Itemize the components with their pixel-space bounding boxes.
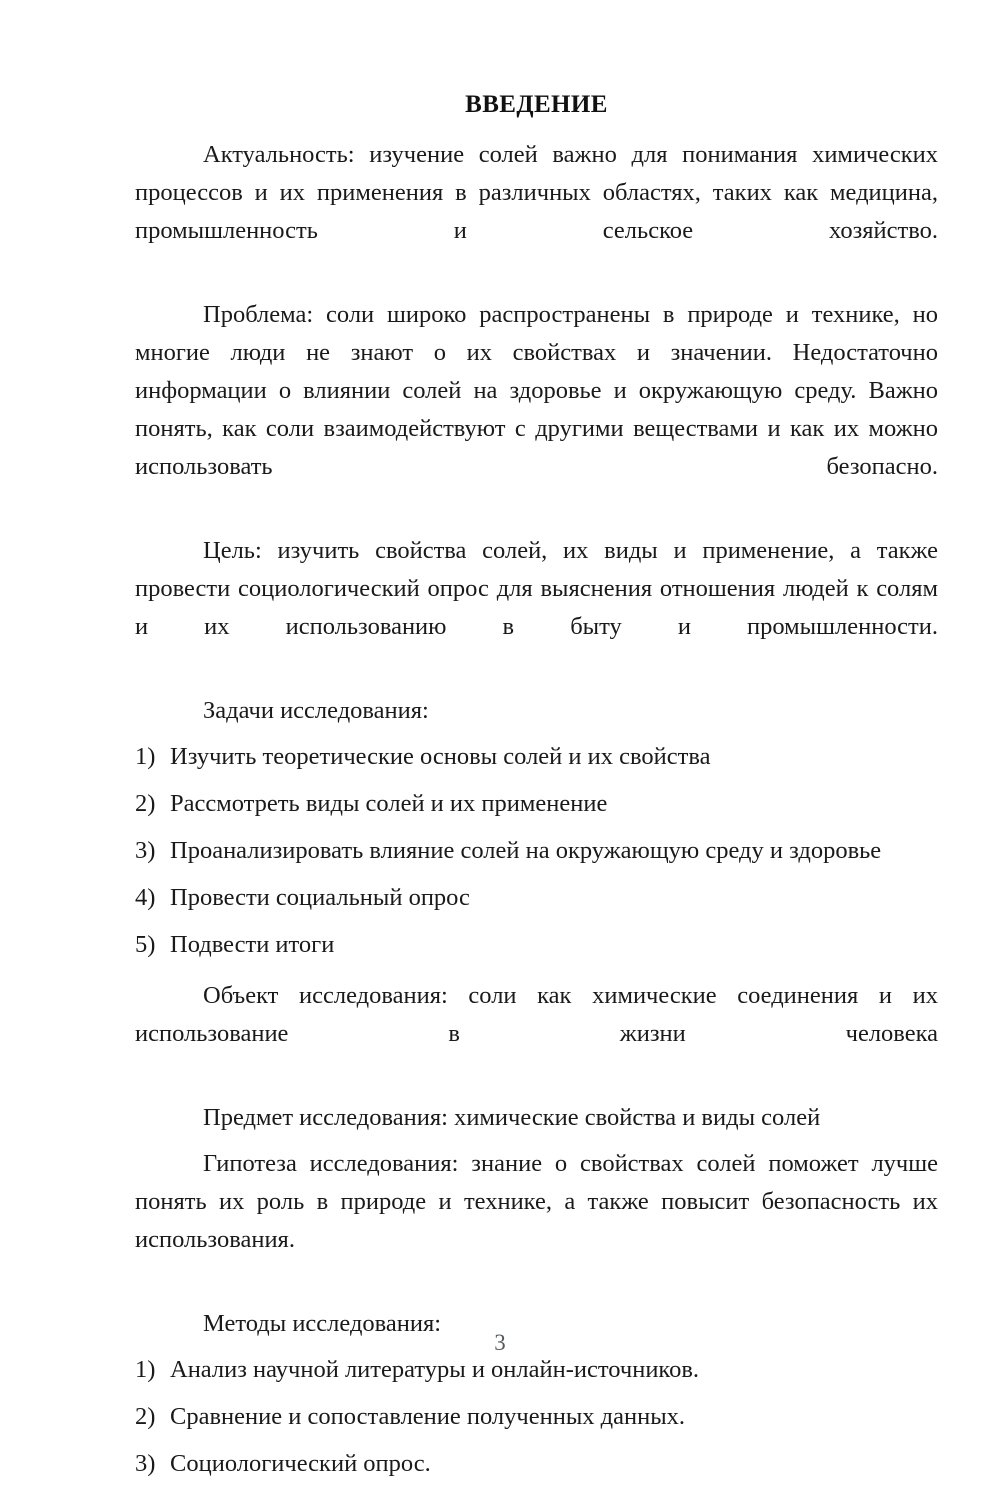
paragraph-hypothesis: Гипотеза исследования: знание о свойствах солей поможет лучше понять их роль в природе и технике, а также повысит безопасность их использования. [135, 1150, 938, 1253]
list-item-label: Изучить теоретические основы солей и их свойства [170, 743, 711, 770]
list-item-label: Сравнение и сопоставление полученных данных. [170, 1403, 686, 1430]
list-marker: 2) [135, 1403, 156, 1430]
page-content [135, 88, 938, 1492]
paragraph-object: Объект исследования: соли как химические соединения и их использование в жизни человека [135, 982, 938, 1047]
list-item [135, 879, 938, 917]
paragraph-problem: Проблема: соли широко распространены в природе и технике, но многие люди не знают о их свойствах и значении. Недостаточно информации о влиянии солей на здоровье и окружающую среду. Важно понять, как соли взаимодействуют с другими веществами и как их можно использовать безопасно. [135, 301, 938, 480]
list-marker: 5) [135, 931, 156, 958]
list-marker: 3) [135, 1450, 156, 1477]
list-marker: 2) [135, 790, 156, 817]
list-item-label: Проанализировать влияние солей на окружающую среду и здоровье [170, 837, 882, 864]
methods-list [135, 1351, 938, 1483]
list-marker: 1) [135, 1356, 156, 1383]
list-item-label: Рассмотреть виды солей и их применение [170, 790, 608, 817]
list-item-label: Анализ научной литературы и онлайн-источников. [170, 1356, 700, 1383]
list-item [135, 832, 938, 870]
page-title: ВВЕДЕНИЕ [465, 91, 608, 118]
list-marker: 4) [135, 884, 156, 911]
heading-tasks: Задачи исследования: [203, 697, 429, 724]
paragraph-goal: Цель: изучить свойства солей, их виды и применение, а также провести социологический опрос для выяснения отношения людей к солям и их использованию в быту и промышленности. [135, 537, 938, 640]
list-marker: 1) [135, 743, 156, 770]
list-item-label: Социологический опрос. [170, 1450, 431, 1477]
list-item [135, 1445, 938, 1483]
list-item-label: Провести социальный опрос [170, 884, 470, 911]
list-item [135, 1398, 938, 1436]
list-item [135, 738, 938, 776]
list-marker: 3) [135, 837, 156, 864]
heading-methods: Методы исследования: [203, 1310, 442, 1337]
list-item-label: Подвести итоги [170, 931, 335, 958]
page-number: 3 [494, 1330, 506, 1355]
paragraph-relevance: Актуальность: изучение солей важно для понимания химических процессов и их применения в различных областях, таких как медицина, промышленность и сельское хозяйство. [135, 141, 938, 244]
paragraph-subject: Предмет исследования: химические свойства и виды солей [203, 1104, 821, 1131]
list-item [135, 785, 938, 823]
tasks-list [135, 738, 938, 964]
list-item [135, 926, 938, 964]
